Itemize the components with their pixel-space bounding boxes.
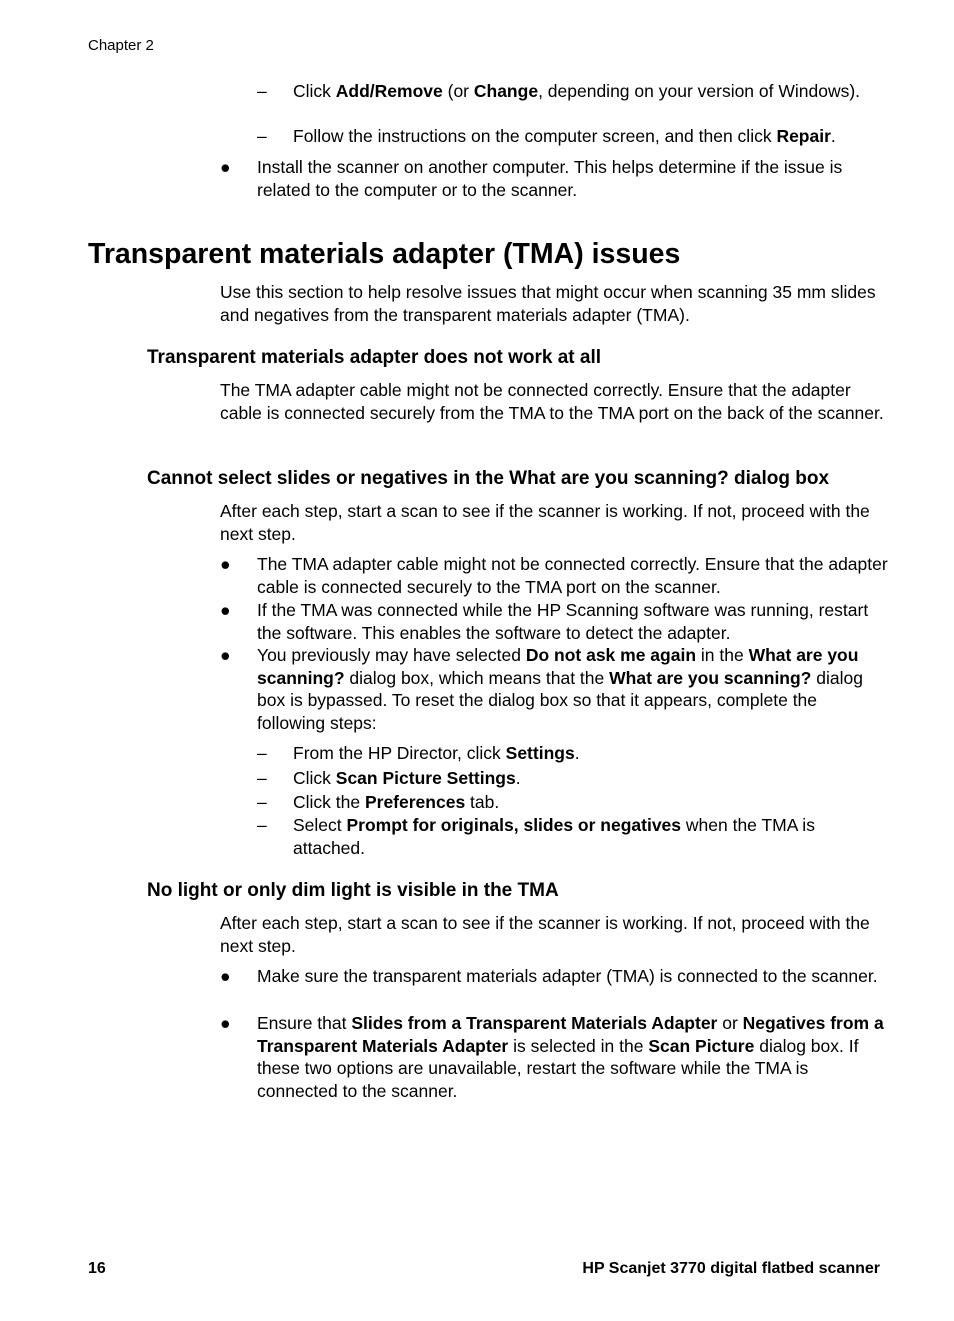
subsection-paragraph: After each step, start a scan to see if the scanner is working. If not, proceed with the next step. — [220, 913, 870, 956]
bullet-item-ensure-selected: Ensure that Slides from a Transparent Materials Adapter or Negatives from a Transparent Materials Adapter is selected in the Scan Picture dialog box. If these two options are unavailable, restart the software while the TMA is connected to the scanner. — [257, 1013, 884, 1101]
dash-marker: – — [257, 768, 267, 788]
bullet-item-tma-connected: Make sure the transparent materials adapter (TMA) is connected to the scanner. — [257, 966, 878, 986]
chapter-header: Chapter 2 — [88, 37, 154, 54]
subsection-title-cannot-select: Cannot select slides or negatives in the What are you scanning? dialog box — [147, 468, 830, 489]
bullet-marker: ● — [220, 157, 231, 177]
step-scan-picture-settings: Click Scan Picture Settings. — [293, 768, 521, 788]
bullet-marker: ● — [220, 1013, 231, 1033]
dash-marker: – — [257, 126, 267, 146]
subsection-title-no-light: No light or only dim light is visible in the TMA — [147, 880, 559, 901]
bullet-item-cable: The TMA adapter cable might not be connected correctly. Ensure that the adapter cable is connected securely to the TMA port on the scanner. — [257, 554, 888, 597]
step-settings: From the HP Director, click Settings. — [293, 743, 580, 763]
step-prompt-originals: Select Prompt for originals, slides or negatives when the TMA is attached. — [293, 815, 815, 858]
dash-marker: – — [257, 743, 267, 763]
step-preferences: Click the Preferences tab. — [293, 792, 500, 812]
subsection-paragraph: After each step, start a scan to see if the scanner is working. If not, proceed with the next step. — [220, 501, 870, 544]
subsection-paragraph: The TMA adapter cable might not be connected correctly. Ensure that the adapter cable is connected securely from the TMA to the TMA port on the back of the scanner. — [220, 380, 884, 423]
page-number: 16 — [88, 1260, 106, 1277]
dash-item-repair: Follow the instructions on the computer screen, and then click Repair. — [293, 126, 836, 146]
footer-product-name: HP Scanjet 3770 digital flatbed scanner — [582, 1260, 880, 1277]
bullet-marker: ● — [220, 554, 231, 574]
bullet-item-restart: If the TMA was connected while the HP Scanning software was running, restart the software. This enables the software to detect the adapter. — [257, 600, 869, 643]
bullet-marker: ● — [220, 600, 231, 620]
dash-marker: – — [257, 81, 267, 101]
dash-item-add-remove: Click Add/Remove (or Change, depending on your version of Windows). — [293, 81, 861, 101]
dash-marker: – — [257, 815, 267, 835]
bullet-item-do-not-ask: You previously may have selected Do not ask me again in the What are you scanning? dialog box, which means that the What are you scanning? dialog box is bypassed. To reset the dialog box so that it appears, complete the following steps: — [257, 645, 863, 733]
dash-marker: – — [257, 792, 267, 812]
bullet-marker: ● — [220, 645, 231, 665]
section-title: Transparent materials adapter (TMA) issues — [88, 238, 681, 270]
section-intro: Use this section to help resolve issues that might occur when scanning 35 mm slides and negatives from the transparent materials adapter (TMA). — [220, 282, 876, 325]
bullet-item-install: Install the scanner on another computer. This helps determine if the issue is related to the computer or to the scanner. — [257, 157, 843, 200]
bullet-marker: ● — [220, 966, 231, 986]
subsection-title-tma-not-working: Transparent materials adapter does not work at all — [147, 347, 602, 368]
